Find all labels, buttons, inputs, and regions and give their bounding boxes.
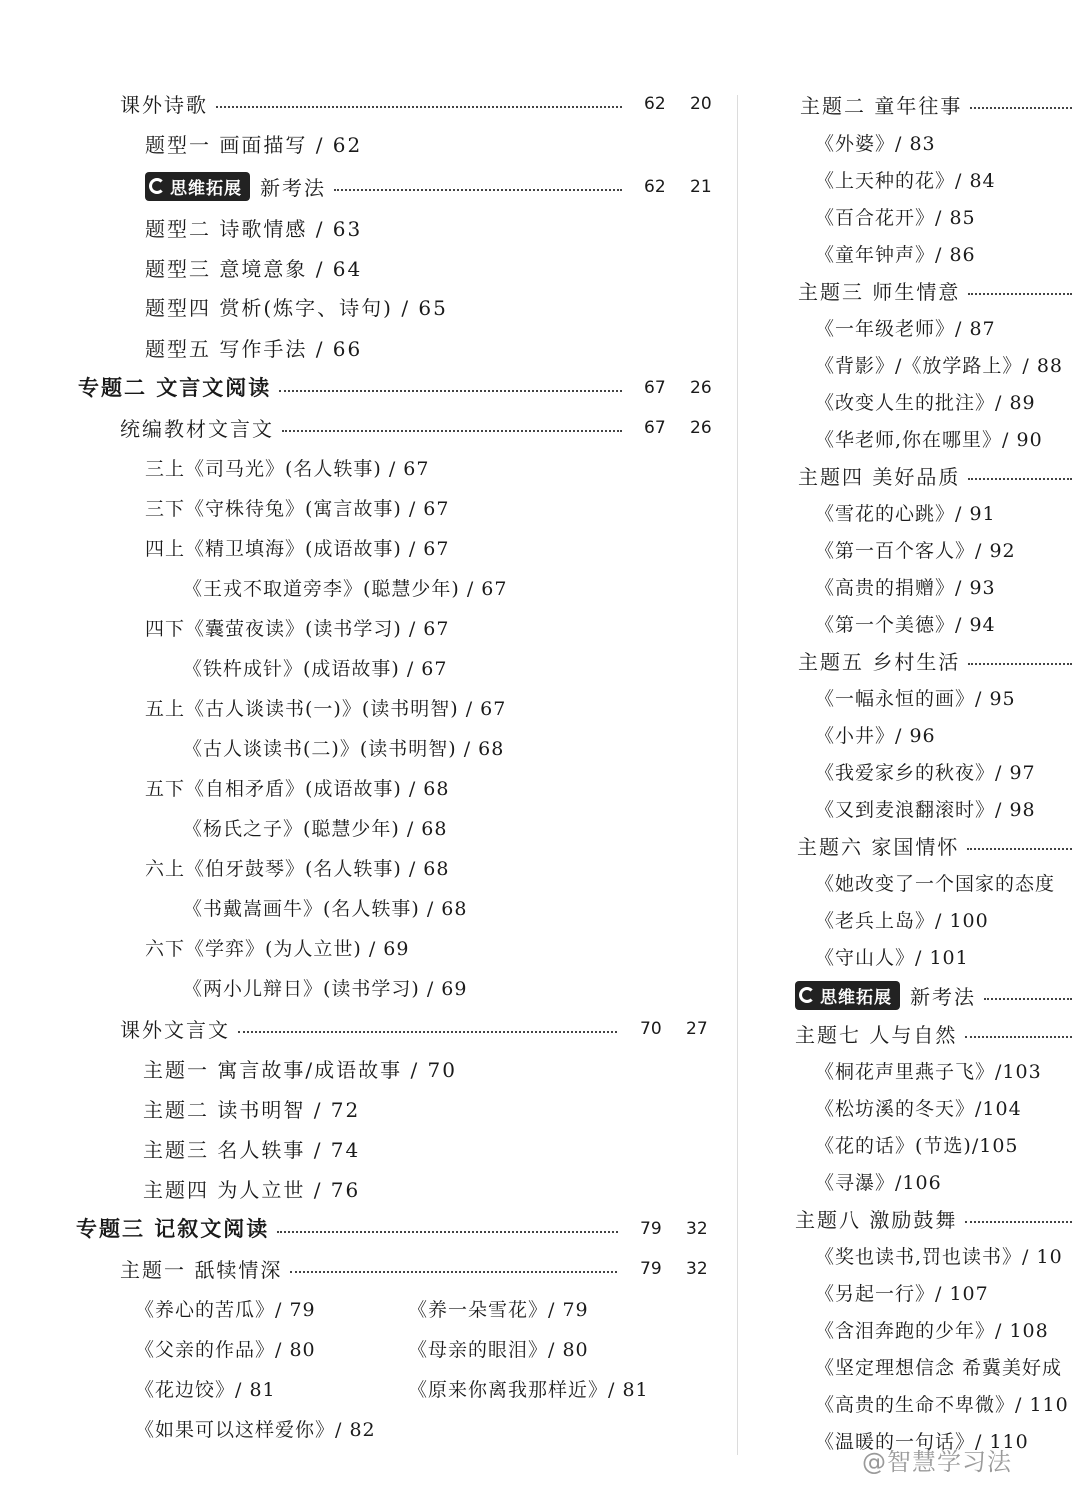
badge-c-icon [149,178,165,194]
leader-dots [968,279,1072,295]
leader-dots [968,649,1072,665]
entry-title: 《奖也读书,罚也读书》/ 10 [815,1245,1063,1268]
toc-entry [815,902,989,936]
entry-title: 《一幅永恒的画》/ 95 [815,687,1016,710]
entry-title: 《书戴嵩画牛》(名人轶事) / 68 [183,897,468,920]
toc-entry [815,1386,1069,1420]
answer-page-number: 27 [686,1019,708,1039]
entry-title: 主题一 寓言故事/成语故事 / 70 [143,1057,457,1082]
leader-dots [968,464,1072,480]
toc-entry [143,1091,360,1125]
answer-page-number: 20 [690,94,712,114]
page-numbers [640,1259,732,1279]
toc-entry-section [120,1011,625,1045]
entry-title: 主题二 读书明智 / 72 [143,1097,361,1122]
leader-dots [965,1022,1072,1038]
toc-entry-extension [145,169,630,203]
entry-title: 《温暖的一句话》/ 110 [815,1430,1029,1453]
toc-entry-section [797,828,1080,862]
entry-title: 六上《伯牙鼓琴》(名人轶事) / 68 [145,857,450,880]
entry-title: 主题二 童年往事 [800,93,963,118]
entry-title: 《她改变了一个国家的态度 [815,872,1056,895]
entry-title: 《坚定理想信念 希冀美好成 [815,1356,1063,1379]
toc-entry [145,530,449,564]
page-number: 62 [644,177,666,197]
toc-entry [815,717,936,751]
toc-entry [143,1131,360,1165]
page-numbers [640,1219,732,1239]
toc-entry-section [800,87,1080,121]
entry-title: 《百合花开》/ 85 [815,206,976,229]
chapter-title: 专题三 记叙文阅读 [76,1216,270,1241]
leader-dots [238,1017,617,1033]
entry-title: 《养一朵雪花》/ 79 [408,1298,589,1321]
entry-title: 主题三 师生情意 [798,279,961,304]
entry-title: 《养心的苦瓜》/ 79 [135,1298,316,1321]
entry-title: 题型四 赏析(炼字、诗句) / 65 [145,295,448,320]
entry-title: 《花的话》(节选)/105 [815,1134,1019,1157]
toc-entry [145,930,409,964]
entry-title: 主题三 名人轶事 / 74 [143,1137,361,1162]
leader-dots [216,92,622,108]
watermark: @智慧学习法 [862,1448,1012,1476]
page-numbers [644,418,736,438]
toc-entry [815,347,1063,381]
toc-entry [815,1127,1019,1161]
entry-title: 《高贵的捐赠》/ 93 [815,576,996,599]
toc-entry [145,210,362,244]
page-numbers [644,378,736,398]
entry-title: 《雪花的心跳》/ 91 [815,502,996,525]
entry-title: 新考法 [260,175,326,200]
entry-title: 《两小儿辩日》(读书学习) / 69 [183,977,468,1000]
entry-title: 《松坊溪的冬天》/104 [815,1097,1022,1120]
entry-title: 题型三 意境意象 / 64 [145,256,363,281]
entry-title: 《寻瀑》/106 [815,1171,942,1194]
entry-title: 《父亲的作品》/ 80 [135,1338,316,1361]
entry-title: 题型五 写作手法 / 66 [145,336,363,361]
answer-page-number: 32 [686,1259,708,1279]
entry-title: 《外婆》/ 83 [815,132,936,155]
leader-dots [965,1207,1072,1223]
toc-entry [183,810,447,844]
toc-entry [183,730,504,764]
toc-chapter [76,1211,626,1245]
toc-entry [408,1331,589,1365]
toc-entry-section [120,1251,625,1285]
toc-entry [815,162,996,196]
toc-entry [145,330,362,364]
entry-title: 四上《精卫填海》(成语故事) / 67 [145,537,450,560]
badge-c-icon [799,987,815,1003]
entry-title: 《背影》/《放学路上》/ 88 [815,354,1064,377]
thinking-extension-badge [795,981,900,1010]
entry-title: 五下《自相矛盾》(成语故事) / 68 [145,777,450,800]
toc-entry [815,1275,989,1309]
toc-entry [145,610,449,644]
toc-entry [145,490,449,524]
toc-entry-section [795,1016,1080,1050]
toc-chapter [78,370,630,404]
toc-entry [408,1291,589,1325]
toc-entry [815,680,1016,714]
toc-entry-extension [795,978,1080,1012]
toc-entry-section [120,86,630,120]
chapter-title: 专题二 文言文阅读 [78,375,272,400]
toc-entry [183,650,447,684]
toc-entry [815,1238,1080,1272]
entry-title: 《王戎不取道旁李》(聪慧少年) / 67 [183,577,508,600]
entry-title: 《含泪奔跑的少年》/ 108 [815,1319,1049,1342]
entry-title: 主题一 舐犊情深 [120,1257,283,1282]
entry-title: 《第一百个客人》/ 92 [815,539,1016,562]
page-number: 67 [644,378,666,398]
entry-title: 《一年级老师》/ 87 [815,317,996,340]
leader-dots [279,376,622,392]
entry-title: 《原来你离我那样近》/ 81 [408,1378,649,1401]
toc-entry [145,690,506,724]
toc-entry [815,1053,1042,1087]
page-numbers [644,94,736,114]
entry-title: 主题四 为人立世 / 76 [143,1177,361,1202]
toc-entry [135,1411,376,1445]
entry-title: 主题四 美好品质 [798,464,961,489]
page-numbers [644,177,736,197]
answer-page-number: 32 [686,1219,708,1239]
entry-title: 《守山人》/ 101 [815,946,969,969]
entry-title: 《桐花声里燕子飞》/103 [815,1060,1042,1083]
leader-dots [970,93,1072,109]
toc-entry [143,1051,457,1085]
entry-title: 《杨氏之子》(聪慧少年) / 68 [183,817,448,840]
toc-entry [815,606,996,640]
entry-title: 《第一个美德》/ 94 [815,613,996,636]
page-number: 62 [644,94,666,114]
entry-title: 三上《司马光》(名人轶事) / 67 [145,457,430,480]
leader-dots [984,984,1072,1000]
toc-entry-section [795,1201,1080,1235]
toc-entry [815,939,969,973]
toc-entry [183,890,467,924]
toc-entry [183,970,467,1004]
page-numbers [640,1019,732,1039]
toc-entry [815,236,976,270]
toc-entry [815,865,1080,899]
toc-entry [145,450,429,484]
entry-title: 主题五 乡村生活 [798,649,961,674]
toc-entry [815,532,1016,566]
entry-title: 《铁杵成针》(成语故事) / 67 [183,657,448,680]
entry-title: 题型二 诗歌情感 / 63 [145,216,363,241]
entry-title: 题型一 画面描写 / 62 [145,132,363,157]
thinking-extension-badge [145,172,250,201]
entry-title: 《华老师,你在哪里》/ 90 [815,428,1043,451]
entry-title: 新考法 [910,984,976,1009]
entry-title: 《改变人生的批注》/ 89 [815,391,1036,414]
page-number: 67 [644,418,666,438]
toc-entry [815,384,1036,418]
toc-entry [815,1312,1049,1346]
entry-title: 主题七 人与自然 [795,1022,958,1047]
toc-entry-section [798,643,1080,677]
toc-entry [143,1171,360,1205]
toc-entry [815,1164,942,1198]
entry-title: 统编教材文言文 [120,416,274,441]
toc-entry [815,310,996,344]
toc-entry [145,250,362,284]
toc-entry [815,1090,1022,1124]
toc-entry [815,1349,1080,1383]
entry-title: 《老兵上岛》/ 100 [815,909,989,932]
entry-title: 《童年钟声》/ 86 [815,243,976,266]
entry-title: 主题六 家国情怀 [797,834,960,859]
entry-title: 《我爱家乡的秋夜》/ 97 [815,761,1036,784]
leader-dots [277,1217,618,1233]
toc-entry-section [798,273,1080,307]
toc-entry [135,1331,316,1365]
entry-title: 四下《囊萤夜读》(读书学习) / 67 [145,617,450,640]
page-number: 79 [640,1219,662,1239]
page-number: 70 [640,1019,662,1039]
leader-dots [290,1257,617,1273]
toc-entry-section [798,458,1080,492]
toc-entry [815,421,1043,455]
leader-dots [334,175,622,191]
toc-entry [135,1291,316,1325]
toc-entry [815,125,936,159]
answer-page-number: 26 [690,418,712,438]
entry-title: 课外文言文 [120,1017,230,1042]
entry-title: 《上天种的花》/ 84 [815,169,996,192]
entry-title: 《如果可以这样爱你》/ 82 [135,1418,376,1441]
entry-title: 三下《守株待兔》(寓言故事) / 67 [145,497,450,520]
page-number: 79 [640,1259,662,1279]
toc-entry [815,754,1036,788]
leader-dots [282,416,622,432]
entry-title: 课外诗歌 [120,92,208,117]
toc-entry [145,770,449,804]
entry-title: 六下《学弈》(为人立世) / 69 [145,937,410,960]
entry-title: 主题八 激励鼓舞 [795,1207,958,1232]
toc-entry [815,791,1036,825]
toc-entry [145,289,448,323]
entry-title: 《母亲的眼泪》/ 80 [408,1338,589,1361]
toc-entry-section [120,410,630,444]
toc-entry [145,126,362,160]
answer-page-number: 26 [690,378,712,398]
entry-title: 《又到麦浪翻滚时》/ 98 [815,798,1036,821]
entry-title: 五上《古人谈读书(一)》(读书明智) / 67 [145,697,507,720]
toc-entry [815,199,976,233]
badge-label: 思维拓展 [820,987,892,1008]
toc-entry [815,495,996,529]
toc-entry [183,570,507,604]
entry-title: 《花边饺》/ 81 [135,1378,276,1401]
entry-title: 《古人谈读书(二)》(读书明智) / 68 [183,737,505,760]
badge-label: 思维拓展 [170,178,242,199]
answer-page-number: 21 [690,177,712,197]
column-divider [737,95,738,1455]
entry-title: 《高贵的生命不卑微》/ 110 [815,1393,1069,1416]
toc-entry [408,1371,649,1405]
entry-title: 《小井》/ 96 [815,724,936,747]
toc-entry [145,850,449,884]
entry-title: 《另起一行》/ 107 [815,1282,989,1305]
toc-entry [135,1371,276,1405]
toc-entry [815,569,996,603]
leader-dots [967,834,1072,850]
